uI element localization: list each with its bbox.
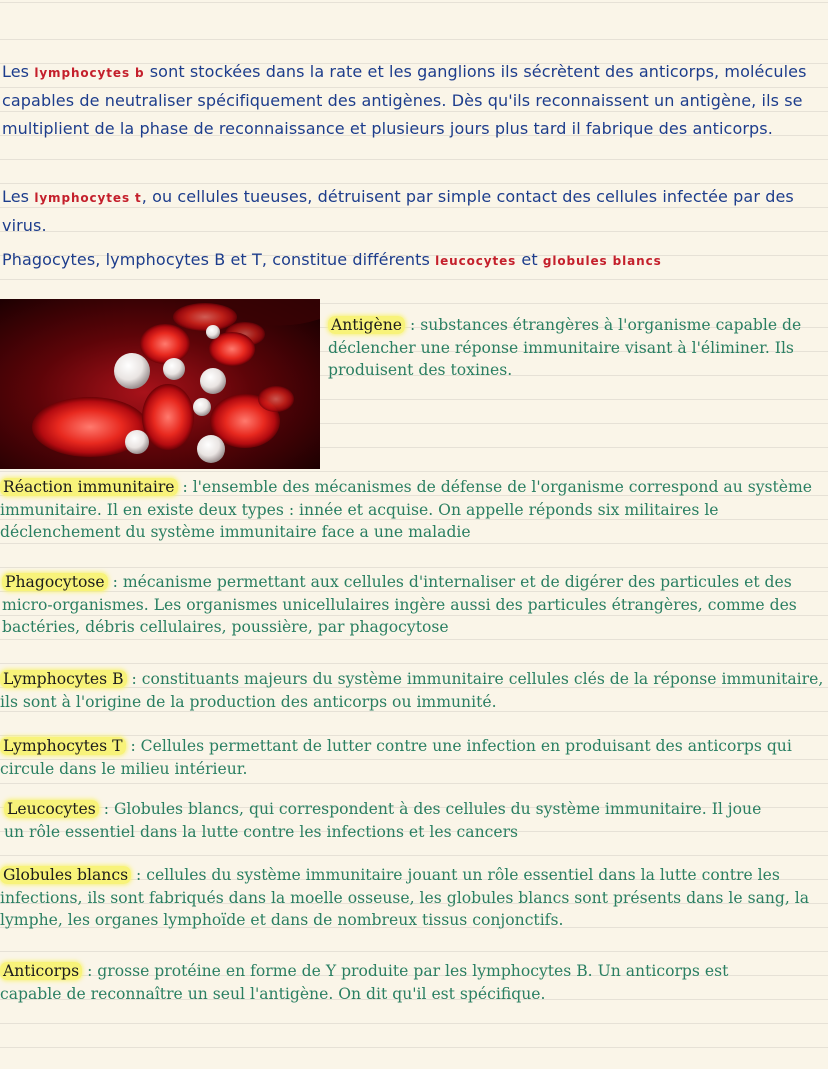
paragraph-phagocytes: Phagocytes, lymphocytes B et T, constitue différents leucocytes et globules blancs — [2, 250, 662, 269]
term-highlight: Phagocytose — [2, 573, 108, 591]
paragraph-lymphocytes-b: Les lymphocytes b sont stockées dans la rate et les ganglions ils sécrètent des anticorps, molécules capables de neutraliser spécifiquement des antigènes. Dès qu'ils reconnaissent un antigène, ils se multiplient de la phase de reconnaissance et plusieurs jours plus tard il fabrique des anticorps. — [2, 62, 807, 138]
definition-antigene: Antigène : substances étrangères à l'organisme capable de déclencher une réponse immunitaire visant à l'éliminer. Ils produisent des toxines. — [328, 316, 802, 380]
definition-reaction-immunitaire: Réaction immunitaire : l'ensemble des mécanismes de défense de l'organisme correspond au système immunitaire. Il en existe deux types : innée et acquise. On appelle réponds six militaires le déclenchement du système immunitaire face a une maladie — [0, 478, 813, 542]
definition-anticorps: Anticorps : grosse protéine en forme de Y produite par les lymphocytes B. Un anticorps est capable de reconnaître un seul l'antigène. On dit qu'il est spécifique. — [0, 962, 729, 1003]
term-highlight: Globules blancs — [0, 866, 131, 884]
term-highlight: Anticorps — [0, 962, 82, 980]
definition-lymphocytes-t: Lymphocytes T : Cellules permettant de lutter contre une infection en produisant des anticorps qui circule dans le milieu intérieur. — [0, 737, 792, 778]
blood-cells-image — [0, 299, 320, 469]
definition-lymphocytes-b: Lymphocytes B : constituants majeurs du système immunitaire cellules clés de la réponse immunitaire, ils sont à l'origine de la production des anticorps ou immunité. — [0, 670, 824, 711]
term-highlight: Lymphocytes B — [0, 670, 127, 688]
definition-globules-blancs: Globules blancs : cellules du système immunitaire jouant un rôle essentiel dans la lutte contre les infections, ils sont fabriqués dans la moelle osseuse, les globules blancs sont présents dans le sang, la lymphe, les organes lymphoïde et dans de nombreux tissus conjonctifs. — [0, 866, 810, 930]
term-lymphocytes-b: lymphocytes b — [34, 66, 145, 80]
term-highlight: Lymphocytes T — [0, 737, 126, 755]
paragraph-lymphocytes-t: Les lymphocytes t, ou cellules tueuses, détruisent par simple contact des cellules infectée par des virus. — [2, 187, 794, 235]
term-highlight: Antigène — [328, 316, 405, 334]
term-highlight: Réaction immunitaire — [0, 478, 178, 496]
blood-cells-illustration — [0, 299, 320, 469]
definition-phagocytose: Phagocytose : mécanisme permettant aux cellules d'internaliser et de digérer des particules et des micro-organismes. Les organismes unicellulaires ingère aussi des particules étrangères, comme des bactéries, débris cellulaires, poussière, par phagocytose — [2, 573, 797, 637]
term-leucocytes: leucocytes — [435, 254, 517, 268]
term-highlight: Leucocytes — [4, 800, 99, 818]
term-lymphocytes-t: lymphocytes t — [34, 191, 142, 205]
definition-leucocytes: Leucocytes : Globules blancs, qui correspondent à des cellules du système immunitaire. Il joue un rôle essentiel dans la lutte contre les infections et les cancers — [4, 800, 762, 841]
term-globules-blancs: globules blancs — [542, 254, 662, 268]
